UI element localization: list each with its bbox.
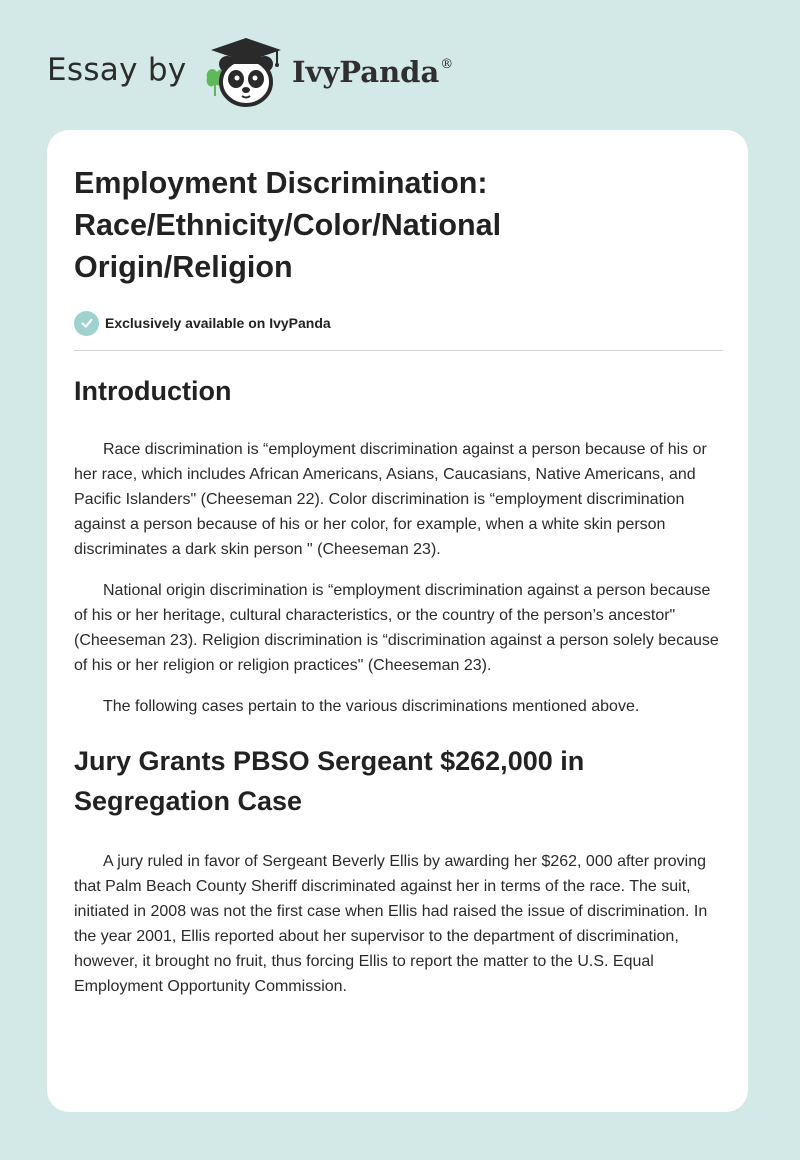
article-content (74, 162, 724, 999)
paragraph: A jury ruled in favor of Sergeant Beverly Ellis by awarding her $262, 000 after proving that Palm Beach County Sheriff discriminated against her in terms of the race. The suit, initiated in 2008 was not the first case when Ellis had raised the issue of discrimination. In the year 2001, Ellis reported about her supervisor to the department of discrimination, however, it brought no fruit, thus forcing Ellis to report the matter to the U.S. Equal Employment Opportunity Commission. (74, 853, 708, 995)
paragraph: The following cases pertain to the various discriminations mentioned above. (103, 698, 640, 715)
divider (74, 350, 723, 351)
exclusive-badge (74, 310, 724, 336)
check-icon (74, 311, 99, 336)
brand-name[interactable]: IvyPanda® (292, 55, 454, 89)
essay-by-label: Essay by (47, 52, 187, 88)
paragraph: Race discrimination is “employment discrimination against a person because of his or her race, which includes African Americans, Asians, Caucasians, Native Americans, and Pacific Islanders" (Cheeseman 22). Color discrimination is “employment discrimination against a person because of his or her color, for example, when a white skin person discriminates a dark skin person " (Cheeseman 23). (74, 441, 707, 558)
section-heading-jury-grants: Jury Grants PBSO Sergeant $262,000 in Segregation Case (74, 746, 585, 816)
section-heading-introduction: Introduction (74, 376, 232, 406)
article-title: Employment Discrimination: Race/Ethnicity/Color/National Origin/Religion (74, 166, 502, 284)
site-header (0, 0, 800, 130)
trademark-symbol: ® (440, 57, 454, 72)
paragraph: National origin discrimination is “employment discrimination against a person because of his or her heritage, cultural characteristics, or the country of the person’s ancestor" (Cheeseman 23). Religion discrimination is “discrimination against a person solely because of his or her religion or religion practices" (Cheeseman 23). (74, 582, 719, 674)
exclusive-badge-label: Exclusively available on IvyPanda (105, 315, 331, 331)
article-card (47, 130, 748, 1112)
ivypanda-logo-icon[interactable] (203, 34, 285, 110)
